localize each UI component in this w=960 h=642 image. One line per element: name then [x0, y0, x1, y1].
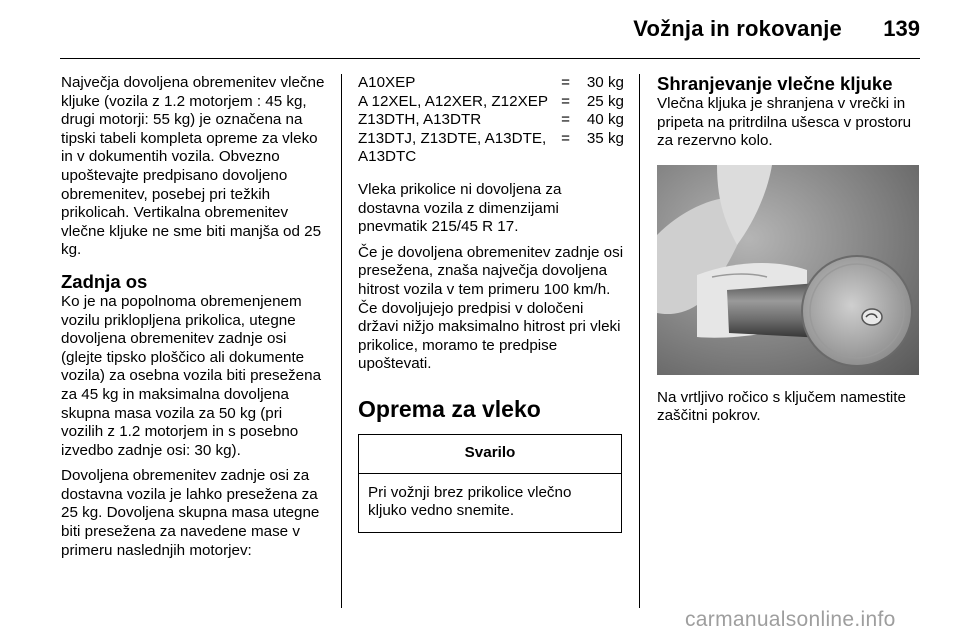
table-row [358, 93, 624, 112]
column-left [61, 74, 327, 567]
column-middle [358, 74, 624, 533]
heading-tow-bar-storage: Shranjevanje vlečne kljuke [657, 73, 893, 94]
column-divider-1 [341, 74, 342, 608]
paragraph-storage: Vlečna kljuka je shranjena v vrečki in pripeta na pritrdilna ušesca v prostoru za rezervno kolo. [657, 95, 912, 150]
paragraph-van-axle-load: Dovoljena obremenitev zadnje osi za dostavna vozila je lahko presežena za 25 kg. Dovoljena skupna masa utegne biti presežena za navedene mase v primeru naslednjih motorjev: [61, 467, 320, 559]
paragraph-cover: Na vrtljivo ročico s ključem namestite zaščitni pokrov. [657, 388, 906, 425]
tow-bar-cover-icon [657, 165, 919, 375]
paragraph-rear-axle-load: Ko je na popolnoma obremenjenem vozilu priklopljena prikolica, utegne dovoljena obremenitev zadnje osi (glejte tipsko ploščico ali dokumente vozila) za osebna vozila biti presežena za 45 kg in maksimalna dovoljena skupna masa vozila za 50 kg (pri vozilih z 1.2 motorjem in s posebno izvedbo zadnje osi: 30 kg). [61, 292, 322, 459]
watermark: carmanualsonline.info [685, 608, 896, 631]
table-row [358, 74, 624, 93]
header-rule [60, 58, 920, 59]
paragraph-speed-limit: Če je dovoljena obremenitev zadnje osi presežena, znaša največja dovoljena hitrost vozila v tem primeru 100 km/h. Če dovoljujejo predpisi v določeni državi nižjo maksimalno hitrost pri vleki prikolice, moramo te predpise upoštevati. [358, 243, 624, 373]
warning-title: Svarilo [359, 435, 621, 474]
column-right [657, 74, 925, 433]
engine-name: A 12XEL, A12XER, Z12XEP [358, 92, 548, 110]
engine-load-value: 35 kg [586, 129, 624, 147]
column-divider-2 [639, 74, 640, 608]
engine-name: Z13DTH, A13DTR [358, 111, 482, 129]
equals-sign: = [561, 74, 570, 91]
tow-bar-cover-illustration [657, 165, 919, 375]
equals-sign: = [561, 129, 570, 147]
engine-load-value: 25 kg [586, 92, 624, 110]
warning-box [358, 434, 622, 533]
section-title-towing-equipment: Oprema za vleko [358, 395, 541, 422]
warning-text: Pri vožnji brez prikolice vlečno kljuko vedno snemite. [368, 483, 572, 520]
engine-table [358, 74, 624, 167]
engine-name: A10XEP [358, 74, 416, 91]
running-header-title: Vožnja in rokovanje [633, 16, 842, 41]
paragraph-max-load: Največja dovoljena obremenitev vlečne kljuke (vozila z 1.2 motorjem : 45 kg, drugi motorji: 55 kg) je označena na tipski tabeli kompleta opreme za vleko in v dokumentih vozila. Obvezno upoštevajte predpisano dovoljeno obremenitev, posebej pri težkih prikolicah. Vertikalna obremenitev vlečne kljuke ne sme biti manjša od 25 kg. [61, 74, 325, 259]
table-row [358, 130, 624, 167]
page-number: 139 [883, 16, 920, 41]
paragraph-tyre-restriction: Vleka prikolice ni dovoljena za dostavna vozila z dimenzijami pnevmatik 215/45 R 17. [358, 180, 562, 236]
heading-rear-axle: Zadnja os [61, 270, 148, 292]
table-row [358, 111, 624, 130]
engine-load-value: 40 kg [586, 111, 624, 129]
equals-sign: = [561, 92, 570, 110]
engine-name: Z13DTJ, Z13DTE, A13DTE, A13DTC [358, 129, 547, 166]
equals-sign: = [561, 111, 570, 129]
engine-load-value: 30 kg [586, 74, 624, 91]
